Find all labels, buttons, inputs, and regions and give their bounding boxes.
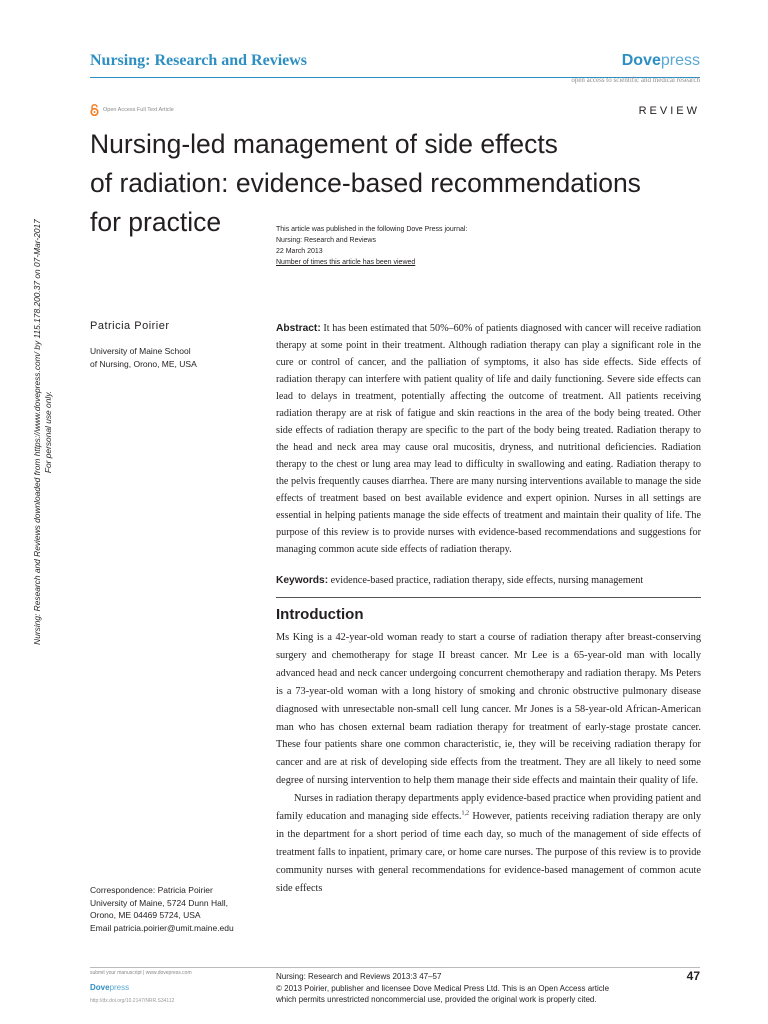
publisher-logo[interactable] <box>622 52 700 70</box>
correspondence-line-2: University of Maine, 5724 Dunn Hall, <box>90 897 228 908</box>
correspondence-line-1: Correspondence: Patricia Poirier <box>90 885 213 895</box>
abstract-label: Abstract: <box>276 323 321 334</box>
open-access-badge <box>90 104 174 116</box>
journal-name: Nursing: Research and Reviews <box>90 52 308 69</box>
citation-line-2: © 2013 Poirier, publisher and licensee Dove Medical Press Ltd. This is an Open Access article <box>276 983 610 993</box>
paragraph-2-text-a: Nurses in radiation therapy departments apply evidence-based practice when providing patient and family education and managing side effects. <box>276 793 701 823</box>
publisher-logo-light: press <box>660 52 700 69</box>
title-line-1: Nursing-led management of side effects <box>90 129 558 159</box>
side-note-line-1: Nursing: Research and Reviews downloaded from https://www.dovepress.com/ by 115.178.200.37 on 07-Mar-2017 <box>32 219 42 645</box>
title-line-2: of radiation: evidence-based recommendations <box>90 168 641 198</box>
introduction-body <box>276 629 701 898</box>
keywords-text: evidence-based practice, radiation therapy, side effects, nursing management <box>330 575 644 586</box>
abstract-text: It has been estimated that 50%–60% of patients diagnosed with cancer will receive radiation therapy at some point in their treatment. Although radiation therapy can play a significant role in the cure or control of cancer, and the palliation of symptoms, it also has side effects. Side effects of radiation therapy can interfere with patient quality of life and daily functioning. Severe side effects can lead to delays in treatment, potentially affecting the outcome of treatment. All patients receiving radiation therapy are at risk of fatigue and skin reactions in the area of the body being treated. Other side effects of radiation therapy are specific to the part of the body being treated. Radiation therapy to the head and neck area may cause oral mucositis, dryness, and nutritional deficiencies. Radiation therapy to the chest or lung area may lead to difficulty in swallowing and eating. Radiation therapy to the pelvis frequently causes diarrhea. There are many nursing interventions available to manage the side effects of treatment based on best available evidence and expert opinion. Nurses in all settings are essential in helping patients manage the side effects of treatment and maintain their quality of life. The purpose of this review is to provide nurses with evidence-based recommendations and suggestions for managing common acute side effects of radiation therapy. <box>276 323 702 555</box>
introduction-paragraph-1: Ms King is a 42-year-old woman ready to start a course of radiation therapy after breast-conserving surgery and chemotherapy for stage II breast cancer. Mr Lee is a 65-year-old man with locally advanced head and neck cancer undergoing concurrent chemotherapy and radiation therapy. Ms Peters is a 73-year-old woman with a long history of smoking and chronic obstructive pulmonary disease diagnosed with unresectable non-small cell lung cancer. Mr Jones is a 58-year-old African-American man who has chosen external beam radiation therapy for treatment of early-stage prostate cancer. These four patients share one common characteristic, ie, they will be receiving radiation therapy for cancer and are at risk of developing side effects from the treatment. They are all likely to need some degree of nursing intervention to help them manage their side effects and maintain their quality of life. <box>276 632 701 787</box>
paragraph-2-text-b: However, patients receiving radiation therapy are only in the department for a short period of time each day, so much of the management of side effects of treatment falls to inpatient, primary care, or home care nurses. The purpose of this review is to provide community nurses with general recommendations for evidence-based management of common acute side effects <box>276 811 701 894</box>
pubinfo-journal[interactable]: Nursing: Research and Reviews <box>276 237 376 244</box>
doi-link[interactable]: http://dx.doi.org/10.2147/NRR.S34112 <box>90 998 175 1004</box>
correspondence-email[interactable]: Email patricia.poirier@umit.maine.edu <box>90 922 234 933</box>
citation-line-1: Nursing: Research and Reviews 2013:3 47–57 <box>276 972 442 981</box>
author-affiliation <box>90 345 260 371</box>
affiliation-line-1: University of Maine School <box>90 346 191 356</box>
download-side-note <box>32 182 54 682</box>
publisher-tagline: open access to scientific and medical research <box>571 76 700 84</box>
footer-logo-bold: Dove <box>90 983 110 992</box>
abstract-divider <box>276 597 701 598</box>
citation-superscript[interactable]: 1,2 <box>461 810 469 817</box>
introduction-paragraph-2 <box>276 790 701 897</box>
open-access-label: Open Access Full Text Article <box>103 107 174 113</box>
affiliation-line-2: of Nursing, Orono, ME, USA <box>90 359 197 369</box>
introduction-heading: Introduction <box>276 606 364 623</box>
citation-line-3: which permits unrestricted noncommercial use, provided the original work is properly cited. <box>276 995 597 1004</box>
abstract <box>276 320 701 558</box>
footer-rule <box>90 967 700 968</box>
author-name: Patricia Poirier <box>90 320 170 332</box>
publisher-logo-bold: Dove <box>621 52 661 69</box>
title-line-3: for practice <box>90 207 222 237</box>
footer-citation <box>276 971 676 1006</box>
keywords <box>276 572 701 589</box>
page-number: 47 <box>686 969 700 983</box>
side-note-line-2: For personal use only. <box>43 390 53 474</box>
pubinfo-date: 22 March 2013 <box>276 248 323 255</box>
views-link[interactable]: Number of times this article has been viewed <box>276 259 416 266</box>
correspondence-line-3: Orono, ME 04469 5724, USA <box>90 910 201 920</box>
article-type: REVIEW <box>638 105 700 117</box>
footer-logo-light: press <box>109 983 130 992</box>
publication-info <box>276 224 467 268</box>
correspondence <box>90 884 270 934</box>
footer-publisher-logo[interactable] <box>90 983 129 992</box>
submit-manuscript-link[interactable]: submit your manuscript | www.dovepress.com <box>90 970 192 976</box>
open-access-lock-icon <box>90 104 99 116</box>
pubinfo-line-1: This article was published in the following Dove Press journal: <box>276 226 468 233</box>
keywords-label: Keywords: <box>276 575 329 586</box>
